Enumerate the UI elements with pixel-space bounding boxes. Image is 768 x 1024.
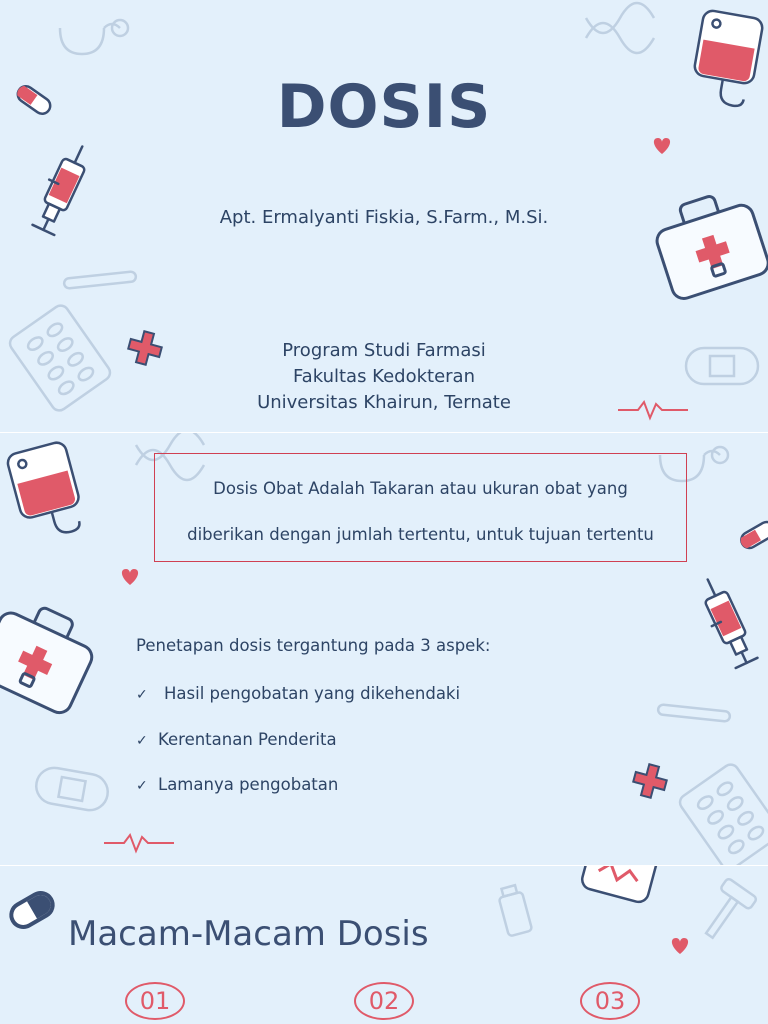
aspects-intro: Penetapan dosis tergantung pada 3 aspek: <box>136 636 491 655</box>
pill-icon <box>738 519 768 551</box>
aspect-label: Kerentanan Penderita <box>158 730 337 749</box>
check-icon: ✓ <box>136 733 148 749</box>
slide-title-heading: DOSIS <box>276 72 492 142</box>
aspect-item <box>136 730 337 749</box>
institution-line: Program Studi Farmasi <box>282 340 486 361</box>
bandage-icon <box>33 765 110 813</box>
blood-bag-icon <box>6 440 87 542</box>
number-badge: 02 <box>354 982 414 1020</box>
definition-line: Dosis Obat Adalah Takaran atau ukuran obat yang <box>213 479 628 498</box>
medicine-bottle-icon <box>497 884 533 937</box>
author-name: Apt. Ermalyanti Fiskia, S.Farm., M.Si. <box>219 207 549 228</box>
check-icon: ✓ <box>136 687 148 703</box>
check-icon: ✓ <box>136 778 148 794</box>
aspect-label: Lamanya pengobatan <box>158 775 339 794</box>
blister-pack-icon <box>677 761 768 865</box>
reflex-hammer-icon <box>695 878 758 946</box>
syringe-icon <box>693 574 757 669</box>
heartbeat-icon <box>104 835 174 851</box>
slide-definition <box>0 433 768 865</box>
heart-icon <box>672 938 688 954</box>
institution-line: Universitas Khairun, Ternate <box>257 392 511 413</box>
definition-box <box>154 453 687 562</box>
first-aid-kit-icon <box>648 185 768 301</box>
number-badge: 03 <box>580 982 640 1020</box>
thermometer-icon <box>64 271 137 288</box>
aspect-item <box>136 775 338 794</box>
heart-icon <box>122 569 138 585</box>
institution-block <box>0 338 768 416</box>
institution-line: Fakultas Kedokteran <box>292 366 475 387</box>
stethoscope-icon <box>60 20 128 54</box>
blood-bag-icon <box>580 866 659 904</box>
definition-line: diberikan dengan jumlah tertentu, untuk tujuan tertentu <box>187 525 654 544</box>
aspect-item <box>136 684 460 703</box>
dna-icon <box>586 3 654 53</box>
cross-icon <box>630 761 669 800</box>
section-title: Macam-Macam Dosis <box>68 914 429 954</box>
slide-types <box>0 866 768 1024</box>
pill-icon <box>7 889 57 932</box>
slide-title <box>0 0 768 432</box>
first-aid-kit-icon <box>0 593 103 717</box>
aspect-label: Hasil pengobatan yang dikehendaki <box>164 684 461 703</box>
thermometer-icon <box>658 704 731 721</box>
number-badge: 01 <box>125 982 185 1020</box>
